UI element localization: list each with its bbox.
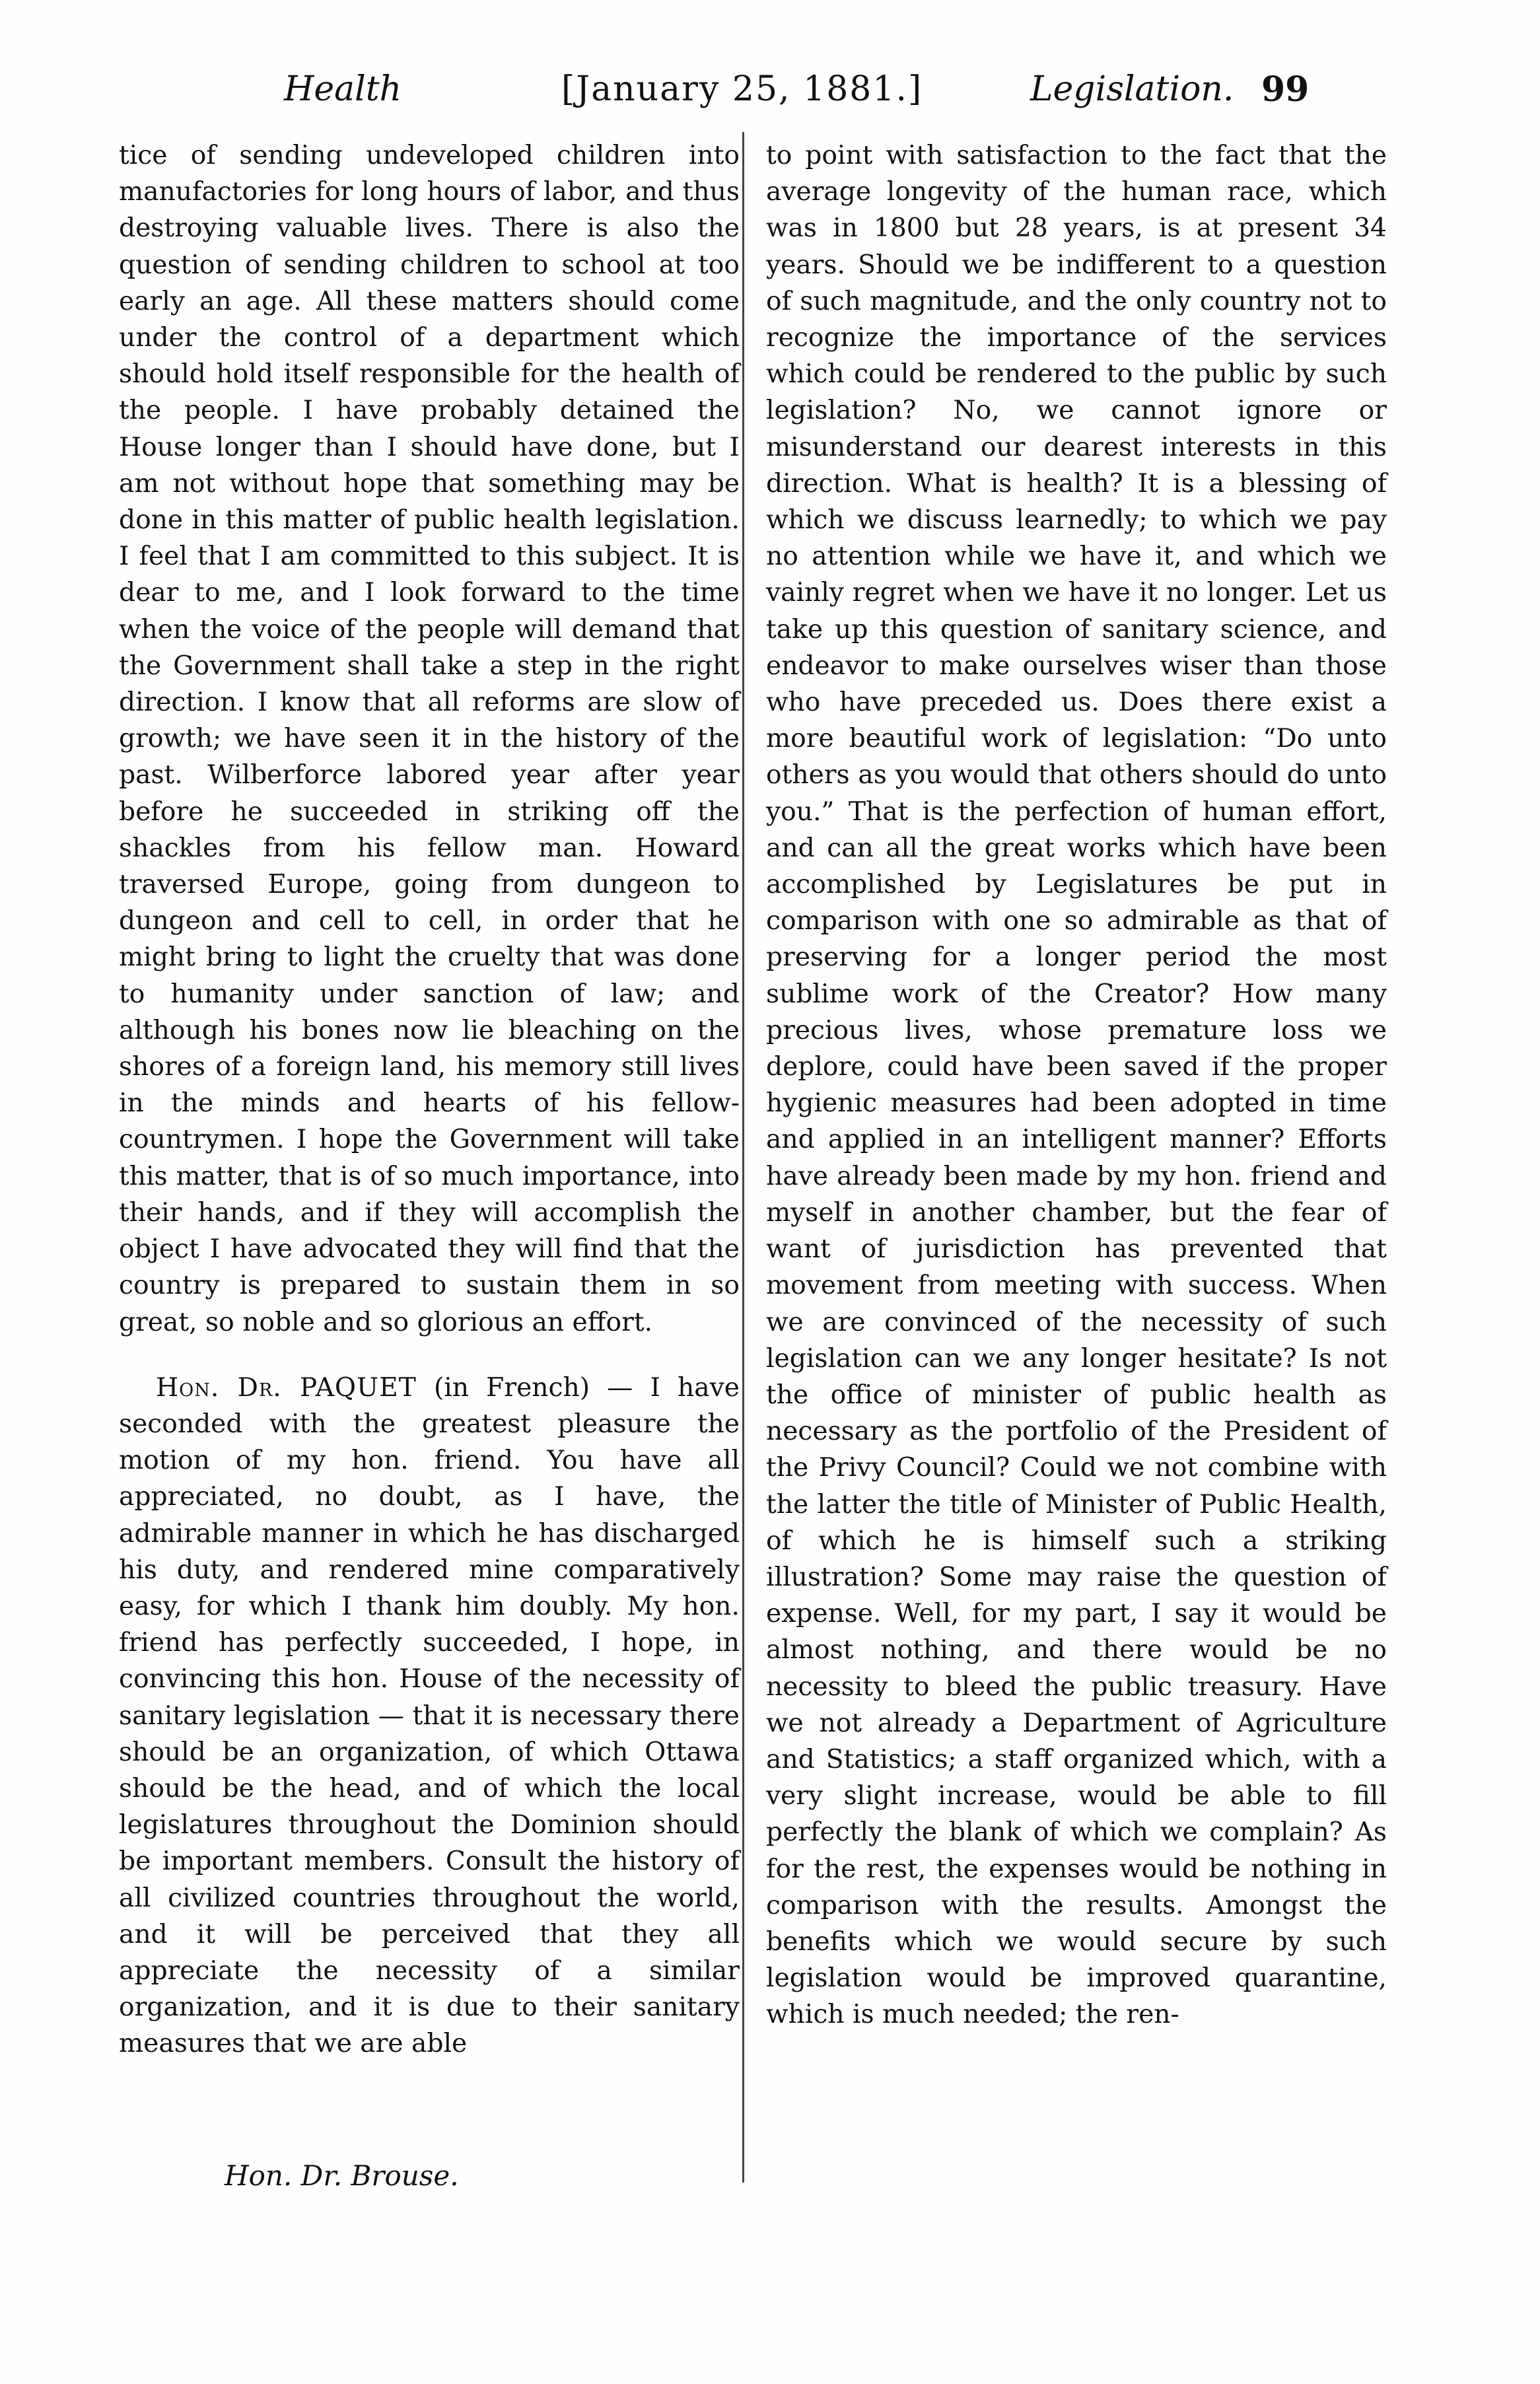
paragraph-gap [119, 1341, 740, 1370]
speaker-name: Hon. Dr. PAQUET [156, 1372, 417, 1403]
page-number: 99 [1261, 69, 1310, 110]
header-left: Health [284, 69, 402, 109]
column-divider [742, 132, 744, 2183]
speech-paragraph [119, 1370, 740, 2062]
running-head [284, 69, 1407, 116]
speech-text: (in French) — I have seconded with the greatest pleasure the motion of my hon. friend. You have all appreciated, no doubt, as I have, the admirable manner in which he has discharged his duty, and rendered mine comparatively easy, for which I thank him doubly. My hon. friend has perfectly succeeded, I hope, in convincing this hon. House of the necessity of sanitary legislation — that it is necessary there should be an organization, of which Ottawa should be the head, and of which the local legislatures throughout the Dominion should be important members. Consult the history of all civilized countries throughout the world, and it will be perceived that they all appreciate the necessity of a similar organization, and it is due to their sanitary measures that we are able [119, 1372, 740, 2059]
left-column [119, 137, 740, 2062]
signature-line: Hon. Dr. Brouse. [225, 2159, 459, 2192]
header-right: Legislation. [1030, 69, 1234, 109]
right-column [766, 137, 1387, 2033]
left-paragraph-1: tice of sending undeveloped children into manufactories for long hours of labor, and thus destroying valuable lives. There is also the question of sending children to school at too early an age. All these matters should come under the control of a department which should hold itself responsible for the health of the people. I have probably detained the House longer than I should have done, but I am not without hope that something may be done in this matter of public health legislation. I feel that I am committed to this subject. It is dear to me, and I look forward to the time when the voice of the people will demand that the Government shall take a step in the right direction. I know that all reforms are slow of growth; we have seen it in the history of the past. Wilberforce labored year after year before he succeeded in striking off the shackles from his fellow man. Howard traversed Europe, going from dungeon to dungeon and cell to cell, in order that he might bring to light the cruelty that was done to humanity under sanction of law; and although his bones now lie bleaching on the shores of a foreign land, his memory still lives in the minds and hearts of his fellow-countrymen. I hope the Government will take this matter, that is of so much importance, into their hands, and if they will accomplish the object I have advocated they will find that the country is prepared to sustain them in so great, so noble and so glorious an effort. [119, 141, 740, 1337]
header-date: [January 25, 1881.] [561, 69, 923, 109]
right-paragraph-1: to point with satisfaction to the fact that the average longevity of the human race, which was in 1800 but 28 years, is at present 34 years. Should we be indifferent to a question of such magnitude, and the only country not to recognize the importance of the services which could be rendered to the public by such legislation? No, we cannot ignore or misunderstand our dearest interests in this direction. What is health? It is a blessing of which we discuss learnedly; to which we pay no attention while we have it, and which we vainly regret when we have it no longer. Let us take up this question of sanitary science, and endeavor to make ourselves wiser than those who have preceded us. Does there exist a more beautiful work of legislation: “Do unto others as you would that others should do unto you.” That is the perfection of human effort, and can all the great works which have been accomplished by Legislatures be put in comparison with one so admirable as that of preserving for a longer period the most sublime work of the Creator? How many precious lives, whose premature loss we deplore, could have been saved if the proper hygienic measures had been adopted in time and applied in an intelligent manner? Efforts have already been made by my hon. friend and myself in another chamber, but the fear of want of jurisdiction has prevented that movement from meeting with success. When we are convinced of the necessity of such legislation can we any longer hesitate? Is not the office of minister of public health as necessary as the portfolio of the President of the Privy Council? Could we not combine with the latter the title of Minister of Public Health, of which he is himself such a striking illustration? Some may raise the question of expense. Well, for my part, I say it would be almost nothing, and there would be no necessity to bleed the public treasury. Have we not already a Department of Agriculture and Statistics; a staff organized which, with a very slight increase, would be able to fill perfectly the blank of which we complain? As for the rest, the expenses would be nothing in comparison with the results. Amongst the benefits which we would secure by such legislation would be improved quarantine, which is much needed; the ren- [766, 141, 1387, 2030]
